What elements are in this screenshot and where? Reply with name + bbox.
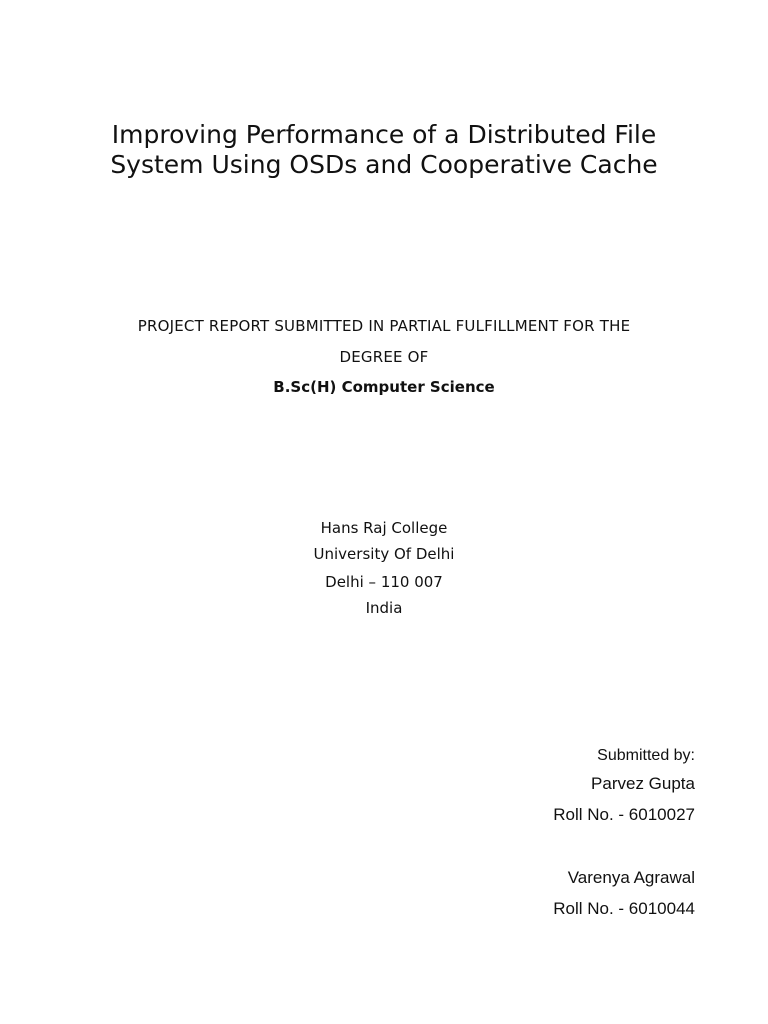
report-statement-line-2: DEGREE OF [339,348,429,366]
college-name: Hans Raj College [320,519,448,537]
university-name: University Of Delhi [313,545,455,563]
student-name: Parvez Gupta [591,774,695,793]
submitted-by-label: Submitted by: [597,747,695,764]
title-line-1: Improving Performance of a Distributed File [111,120,657,149]
student-roll-number: Roll No. - 6010044 [553,899,695,918]
degree-name: B.Sc(H) Computer Science [273,378,495,396]
student-name: Varenya Agrawal [567,868,695,887]
report-statement-line-1: PROJECT REPORT SUBMITTED IN PARTIAL FULFILLMENT FOR THE [137,317,631,335]
student-roll-number: Roll No. - 6010027 [553,805,695,824]
title-line-2: System Using OSDs and Cooperative Cache [110,150,658,179]
country: India [365,599,403,617]
city-postcode: Delhi – 110 007 [325,573,443,591]
